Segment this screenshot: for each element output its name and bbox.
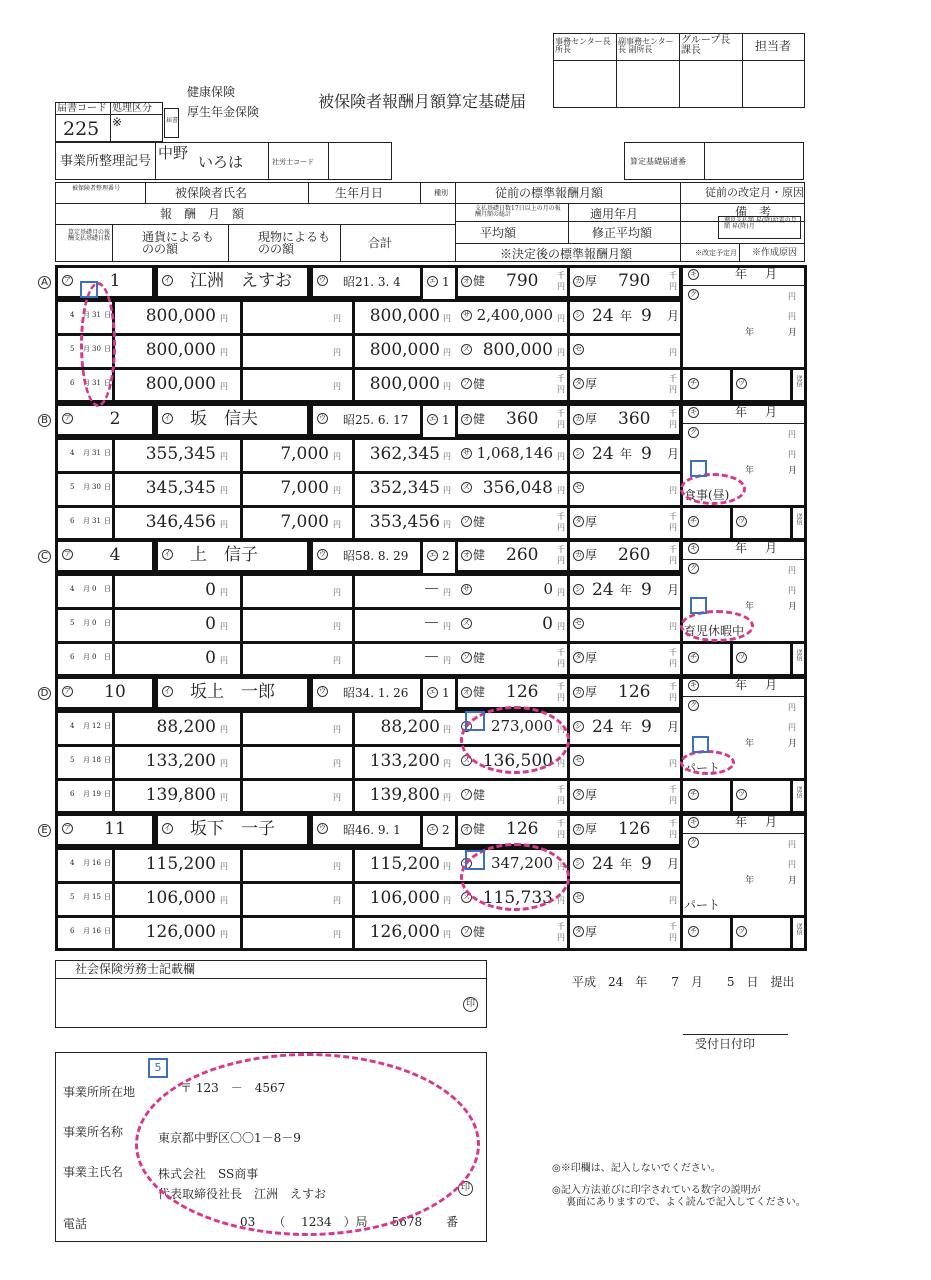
goods-amount: 7,000: [280, 512, 329, 532]
insurance-type-1: 健康保険: [187, 85, 236, 99]
office-code-2: いろは: [198, 153, 244, 171]
h-birth: 生年月日: [335, 186, 384, 200]
record-birth: 昭58. 8. 29: [343, 549, 409, 563]
ken-value: 126: [506, 819, 539, 839]
avg-amount: 136,500: [482, 751, 553, 771]
days: 0: [92, 619, 97, 627]
cash-amount: 139,800: [145, 785, 216, 805]
apply-year: 24: [592, 306, 614, 326]
total-amount: 362,345: [369, 444, 440, 464]
santei-label: 算定基礎届通番: [630, 157, 686, 166]
days: 0: [92, 585, 97, 593]
approval-4: 担当者: [755, 39, 792, 53]
h-apply: 適用年月: [590, 207, 639, 221]
highlight-2b: [680, 750, 735, 775]
record-mark: C: [38, 550, 51, 563]
sum-amount: 1,068,146: [476, 444, 553, 462]
marker-4b: [465, 850, 485, 870]
h-pay: 報 酬 月 額: [160, 207, 245, 221]
days: 16: [92, 927, 101, 935]
record-name: 坂下 一子: [190, 819, 275, 839]
record-birth: 昭34. 1. 26: [343, 686, 409, 700]
kou-value: 790: [618, 271, 651, 291]
cash-amount: 126,000: [145, 922, 216, 942]
h-kind: 種別: [434, 189, 448, 197]
month-num: 4: [70, 449, 75, 457]
cash-amount: 800,000: [145, 374, 216, 394]
avg-amount: 356,048: [482, 478, 553, 498]
office-code-label: 事業所整理記号: [60, 154, 152, 169]
h-cause: ※作成原因: [752, 248, 798, 258]
avg-amount: 115,733: [482, 888, 553, 908]
seal-2: 印: [458, 1181, 473, 1196]
record-kind: 1: [442, 686, 450, 700]
total-amount: 800,000: [369, 374, 440, 394]
days: 19: [92, 790, 101, 798]
month-num: 6: [70, 379, 75, 387]
total-amount: 133,200: [369, 751, 440, 771]
days: 0: [92, 653, 97, 661]
record-num: 4: [109, 545, 121, 565]
record-name: 坂上 一郎: [190, 682, 275, 702]
approval-3: グループ長 課長: [681, 35, 731, 56]
goods-amount: 7,000: [280, 444, 329, 464]
h-cash: 通貨によるものの額: [142, 230, 215, 256]
days: 30: [92, 483, 101, 491]
h-rev-month: ※改定予定月: [695, 249, 737, 257]
todoke: 届書: [166, 117, 179, 124]
marker-5: 5: [148, 1058, 168, 1078]
record-note: 育児休暇中: [684, 624, 745, 638]
marker-1: [80, 281, 98, 298]
h-retro: 遡及支払額 昇(降)給差の月額 昇(降)月: [724, 217, 797, 230]
marker-2: [690, 460, 707, 477]
h-note: 備 考: [735, 205, 772, 219]
record-note: 食事(昼): [684, 488, 730, 502]
month-num: 4: [70, 722, 75, 730]
days: 31: [92, 379, 101, 387]
h-days: 算定基礎月の報酬支払基礎日数: [68, 229, 111, 242]
ken-value: 360: [506, 409, 539, 429]
record-note: パート: [684, 761, 721, 775]
record-mark: A: [38, 276, 51, 289]
addr-label: 事業所所在地: [63, 1085, 136, 1099]
month-num: 5: [70, 345, 75, 353]
page-title: 被保険者報酬月額算定基礎届: [318, 92, 527, 111]
h-adj-avg: 修正平均額: [592, 226, 653, 240]
approval-2: 副事務センター長 副所長: [618, 37, 674, 54]
cash-amount: 88,200: [156, 717, 216, 737]
sum-amount: 2,400,000: [476, 306, 553, 324]
h-sum: 支払基礎日数17日以上の月の報酬月額の総計: [475, 205, 561, 218]
days: 31: [92, 449, 101, 457]
highlight-1: [80, 282, 116, 407]
month-num: 5: [70, 483, 75, 491]
sum-amount: 273,000: [490, 717, 553, 735]
ken-value: 126: [506, 682, 539, 702]
record-name: 上 信子: [190, 545, 258, 565]
proc-label: 処理区分: [112, 103, 152, 114]
total-amount: 139,800: [369, 785, 440, 805]
marker-4a: [465, 711, 485, 731]
owner: 代表取締役社長 江洲 えすお: [158, 1187, 327, 1201]
record-name: 坂 信夫: [190, 409, 258, 429]
note-2: ◎記入方法並びに印字されている数字の説明が: [552, 1185, 761, 1196]
sum-amount: 347,200: [490, 854, 553, 872]
record-birth: 昭21. 3. 4: [343, 275, 401, 289]
sharoushi-label: 社会保険労務士記載欄: [75, 962, 196, 976]
month-num: 6: [70, 790, 75, 798]
kou-value: 126: [618, 682, 651, 702]
cash-amount: 115,200: [145, 854, 216, 874]
code-label: 届書コード: [57, 103, 107, 114]
owner-label: 事業主氏名: [63, 1165, 124, 1179]
h-total: 合計: [368, 236, 393, 250]
record-mark: D: [38, 687, 51, 700]
note-3: 裏面にありますので、よく読んで記入してください。: [566, 1197, 806, 1208]
asterisk: ※: [112, 115, 123, 129]
days: 16: [92, 859, 101, 867]
apply-month: 9: [641, 444, 652, 464]
cash-amount: 133,200: [145, 751, 216, 771]
apply-year: 24: [592, 717, 614, 737]
marker-2b: [692, 736, 709, 753]
apply-year: 24: [592, 854, 614, 874]
phone-label: 電話: [63, 1217, 88, 1231]
total-amount: 353,456: [369, 512, 440, 532]
marker-3: [690, 597, 707, 614]
avg-amount: 800,000: [482, 340, 553, 360]
highlight-2: [680, 473, 746, 505]
apply-month: 9: [641, 717, 652, 737]
h-prev: 従前の標準報酬月額: [495, 186, 604, 200]
days: 31: [92, 517, 101, 525]
apply-month: 9: [641, 306, 652, 326]
cash-amount: 0: [205, 648, 216, 668]
name-label: 事業所名称: [63, 1125, 124, 1139]
h-prev-rev: 従前の改定月・原因: [705, 186, 804, 199]
record-birth: 昭46. 9. 1: [343, 823, 401, 837]
h-avg: 平均額: [480, 226, 517, 240]
record-num: 10: [104, 682, 126, 702]
month-num: 4: [70, 585, 75, 593]
sum-amount: 0: [543, 580, 553, 598]
record-mark: B: [38, 414, 51, 427]
goods-amount: 7,000: [280, 478, 329, 498]
ken-value: 790: [506, 271, 539, 291]
total-amount: 115,200: [369, 854, 440, 874]
phone: 03 （ 1234 ）局 5678 番: [240, 1215, 459, 1229]
month-num: 4: [70, 859, 75, 867]
total-amount: 352,345: [369, 478, 440, 498]
cash-amount: 346,456: [145, 512, 216, 532]
office-code-1: 中野: [158, 144, 189, 162]
ken-value: 260: [506, 545, 539, 565]
record-name: 江洲 えすお: [190, 271, 292, 291]
days: 15: [92, 893, 101, 901]
h-goods: 現物によるものの額: [258, 230, 331, 256]
month-num: 6: [70, 517, 75, 525]
receipt-label: 受付日付印: [695, 1037, 756, 1051]
seal-1: 印: [463, 997, 478, 1012]
cash-amount: 106,000: [145, 888, 216, 908]
record-num: 2: [109, 409, 121, 429]
note-1: ◎※印欄は、記入しないでください。: [552, 1163, 721, 1174]
postal: 〒 123 － 4567: [180, 1081, 286, 1095]
address: 東京都中野区〇〇1－8－9: [158, 1131, 301, 1145]
h-decided: ※決定後の標準報酬月額: [500, 247, 633, 261]
month-num: 6: [70, 653, 75, 661]
record-kind: 2: [442, 549, 450, 563]
record-num: 11: [104, 819, 126, 839]
total-amount: 106,000: [369, 888, 440, 908]
total-amount: －: [423, 614, 440, 634]
h-num: 被保険者整理番号: [72, 185, 121, 192]
month-num: 6: [70, 927, 75, 935]
days: 12: [92, 722, 101, 730]
kou-value: 360: [618, 409, 651, 429]
h-name: 被保険者氏名: [175, 186, 248, 200]
avg-amount: 0: [542, 614, 553, 634]
company: 株式会社 SS商事: [158, 1167, 259, 1181]
cash-amount: 0: [205, 580, 216, 600]
days: 31: [92, 311, 101, 319]
kou-value: 126: [618, 819, 651, 839]
record-kind: 1: [442, 275, 450, 289]
sharoushi-code-label: 社労士コード: [272, 158, 314, 166]
cash-amount: 0: [205, 614, 216, 634]
month-num: 5: [70, 619, 75, 627]
total-amount: －: [423, 580, 440, 600]
record-num: 1: [109, 271, 121, 291]
insurance-type-2: 厚生年金保険: [187, 105, 260, 119]
kou-value: 260: [618, 545, 651, 565]
submit-date: 平成 24 年 7 月 5 日 提出: [572, 975, 795, 989]
apply-month: 9: [641, 854, 652, 874]
days: 18: [92, 756, 101, 764]
total-amount: 126,000: [369, 922, 440, 942]
cash-amount: 355,345: [145, 444, 216, 464]
approval-1: 事務センター長 所長: [555, 37, 611, 54]
cash-amount: 800,000: [145, 306, 216, 326]
total-amount: －: [423, 648, 440, 668]
month-num: 5: [70, 893, 75, 901]
month-num: 5: [70, 756, 75, 764]
cash-amount: 800,000: [145, 340, 216, 360]
highlight-5: [135, 1053, 480, 1236]
total-amount: 88,200: [380, 717, 440, 737]
apply-year: 24: [592, 580, 614, 600]
total-amount: 800,000: [369, 306, 440, 326]
apply-month: 9: [641, 580, 652, 600]
record-note: パート: [684, 898, 721, 912]
month-num: 4: [70, 311, 75, 319]
record-kind: 2: [442, 823, 450, 837]
apply-year: 24: [592, 444, 614, 464]
code-value: 225: [63, 118, 100, 140]
total-amount: 800,000: [369, 340, 440, 360]
highlight-3: [680, 610, 754, 642]
cash-amount: 345,345: [145, 478, 216, 498]
days: 30: [92, 345, 101, 353]
record-mark: E: [38, 824, 51, 837]
record-kind: 1: [442, 413, 450, 427]
record-birth: 昭25. 6. 17: [343, 413, 409, 427]
